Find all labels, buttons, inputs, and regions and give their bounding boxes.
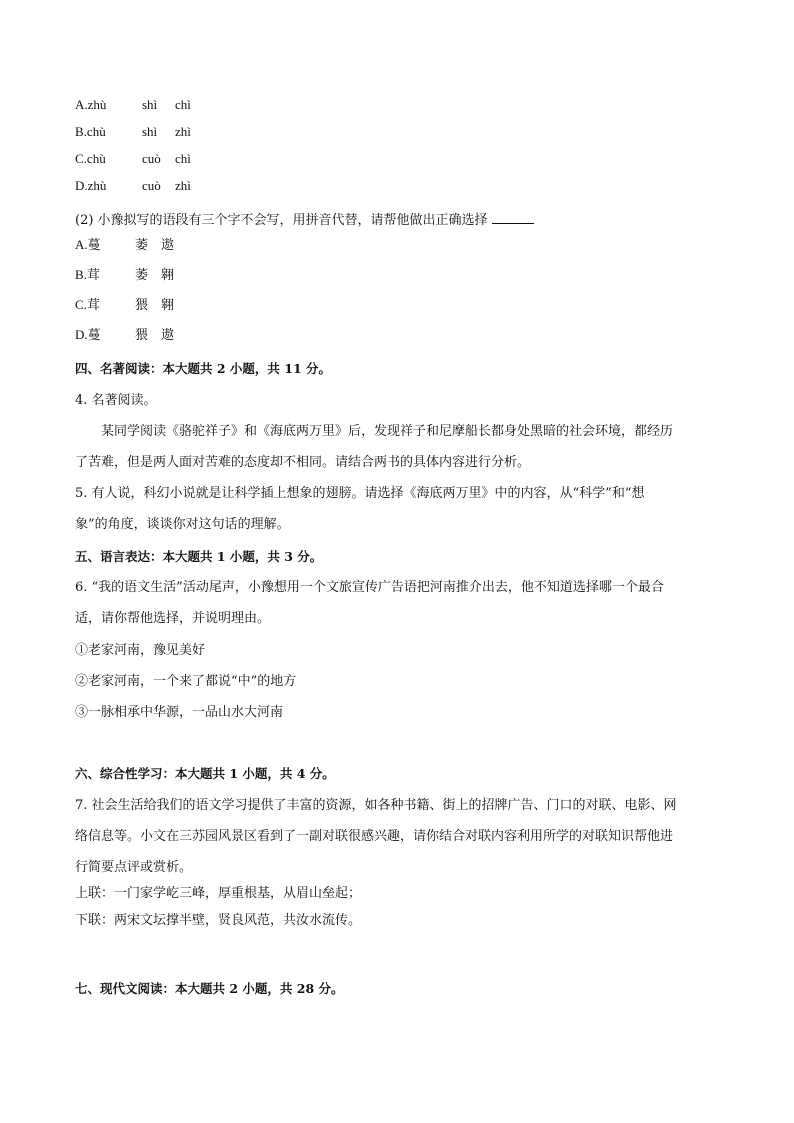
q6-option-3: ③一脉相承中华源，一品山水大河南 — [75, 705, 284, 720]
option-label: A.zhù — [75, 97, 107, 112]
q5-line-2: 象”的角度，谈谈你对这句话的理解。 — [75, 517, 290, 532]
option-col3: 遨 — [161, 237, 175, 252]
q4-title: 4. 名著阅读。 — [75, 393, 157, 408]
q5-line-1: 5. 有人说，科幻小说就是让科学插上想象的翅膀。请选择《海底两万里》中的内容，从“科学”和“想 — [75, 486, 645, 501]
q7-couplet-lower: 下联：两宋文坛撑半壁，贤良风范，共汝水流传。 — [75, 913, 362, 928]
q3-sub2-text: (2) 小豫拟写的语段有三个字不会写，用拼音代替，请帮他做出正确选择 — [75, 213, 488, 228]
option-label: B.茸 — [75, 267, 100, 282]
q7-line-3: 行简要点评或赏析。 — [75, 860, 193, 875]
section-6-heading: 六、综合性学习：本大题共 1 小题，共 4 分。 — [75, 766, 335, 781]
q7-line-2: 络信息等。小文在三苏园风景区看到了一副对联很感兴趣，请你结合对联内容利用所学的对联知识帮他进 — [75, 829, 674, 844]
option-label: A.蔓 — [75, 237, 101, 252]
q7-couplet-upper: 上联：一门家学屹三峰，厚重根基，从眉山垒起； — [75, 886, 362, 901]
option-col3: chì — [175, 97, 191, 112]
option-col2: 萎 — [135, 237, 149, 252]
option-col3: zhì — [175, 124, 191, 139]
section-4-heading: 四、名著阅读：本大题共 2 小题，共 11 分。 — [75, 361, 332, 376]
option-col3: 翱 — [161, 267, 175, 282]
q6-option-1: ①老家河南，豫见美好 — [75, 643, 206, 658]
q4-body-line-1: 某同学阅读《骆驼祥子》和《海底两万里》后，发现祥子和尼摩船长都身处黑暗的社会环境，都经历 — [101, 424, 674, 439]
option-col3: 遨 — [161, 327, 175, 342]
section-5-heading: 五、语言表达：本大题共 1 小题，共 3 分。 — [75, 549, 323, 564]
q4-body-line-2: 了苦难，但是两人面对苦难的态度却不相同。请结合两书的具体内容进行分析。 — [75, 455, 531, 470]
option-label: C.茸 — [75, 297, 100, 312]
option-label: C.chù — [75, 151, 106, 166]
option-col2: 萎 — [135, 267, 149, 282]
option-col2: 猥 — [135, 297, 149, 312]
option-col3: zhì — [175, 178, 191, 193]
q7-line-1: 7. 社会生活给我们的语文学习提供了丰富的资源，如各种书籍、街上的招牌广告、门口的对联、电影、网 — [75, 798, 677, 813]
option-col2: cuò — [142, 151, 161, 166]
option-col3: 翱 — [161, 297, 175, 312]
option-label: D.蔓 — [75, 327, 101, 342]
option-col3: chì — [175, 151, 191, 166]
option-col2: shì — [142, 97, 158, 112]
q6-line-1: 6. “我的语文生活”活动尾声，小豫想用一个文旅宣传广告语把河南推介出去，他不知道选择哪一个最合 — [75, 580, 664, 595]
q6-line-2: 适，请你帮他选择，并说明理由。 — [75, 611, 271, 626]
section-7-heading: 七、现代文阅读：本大题共 2 小题，共 28 分。 — [75, 981, 344, 996]
answer-blank — [492, 211, 534, 224]
q3-sub-question-2 — [75, 211, 534, 230]
option-col2: cuò — [142, 178, 161, 193]
option-col2: 猥 — [135, 327, 149, 342]
q6-option-2: ②老家河南，一个来了都说“中”的地方 — [75, 674, 297, 689]
option-label: B.chù — [75, 124, 106, 139]
option-col2: shì — [142, 124, 158, 139]
option-label: D.zhù — [75, 178, 107, 193]
